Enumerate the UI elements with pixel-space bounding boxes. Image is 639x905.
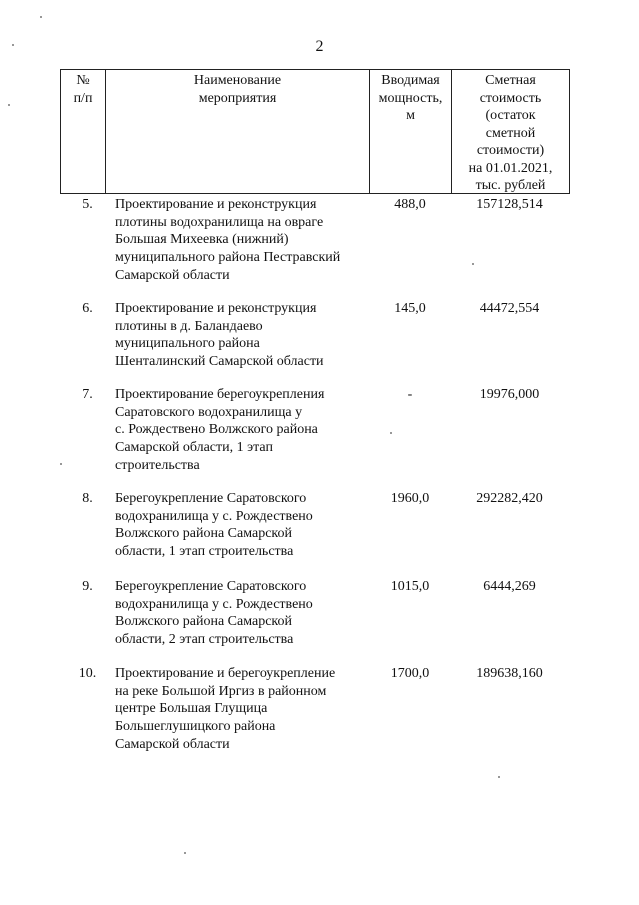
row-capacity: 488,0 xyxy=(394,197,426,212)
scan-speck xyxy=(12,44,14,46)
row-capacity: - xyxy=(407,387,413,402)
row-capacity: 1700,0 xyxy=(390,666,430,681)
row-cost: 6444,269 xyxy=(483,579,536,594)
page-number: 2 xyxy=(315,38,324,55)
row-capacity: 1960,0 xyxy=(390,491,430,506)
row-name: Берегоукрепление Саратовского водохранилища у с. Рождествено Волжского района Самарской области, 1 этап строительства xyxy=(115,491,313,560)
row-capacity: 1015,0 xyxy=(390,579,430,594)
scan-speck xyxy=(472,263,474,265)
scan-speck xyxy=(60,463,62,465)
row-number: 5. xyxy=(82,197,93,212)
row-name: Проектирование и реконструкция плотины в д. Баландаево муниципального района Шенталинский Самарской области xyxy=(115,301,324,370)
table-header xyxy=(60,69,570,194)
row-name: Проектирование берегоукрепления Саратовского водохранилища у с. Рождествено Волжского района Самарской области, 1 этап строительства xyxy=(115,387,325,473)
row-number: 10. xyxy=(78,666,97,681)
scan-speck xyxy=(40,16,42,18)
row-cost: 44472,554 xyxy=(479,301,540,316)
row-cost: 19976,000 xyxy=(479,387,540,402)
row-name: Проектирование и реконструкция плотины водохранилища на овраге Большая Михеевка (нижний) муниципального района Пестравский Самарской области xyxy=(115,197,341,283)
header-capacity: Вводимая мощность, м xyxy=(370,70,452,193)
header-cost: Сметная стоимость (остаток сметной стоимости) на 01.01.2021, тыс. рублей xyxy=(468,73,553,193)
row-number: 7. xyxy=(82,387,93,402)
header-number: № п/п xyxy=(61,70,106,193)
row-capacity: 145,0 xyxy=(394,301,426,316)
row-number: 8. xyxy=(82,491,93,506)
row-number: 6. xyxy=(82,301,93,316)
scan-speck xyxy=(184,852,186,854)
header-name: Наименование мероприятия xyxy=(106,70,370,193)
row-cost: 292282,420 xyxy=(476,491,543,506)
scan-speck xyxy=(498,776,500,778)
row-name: Берегоукрепление Саратовского водохранилища у с. Рождествено Волжского района Самарской области, 2 этап строительства xyxy=(115,579,313,648)
row-number: 9. xyxy=(82,579,93,594)
row-name: Проектирование и берегоукрепление на реке Большой Иргиз в районном центре Большая Глущица Большеглушицкого района Самарской области xyxy=(115,666,336,752)
row-cost: 157128,514 xyxy=(476,197,543,212)
row-cost: 189638,160 xyxy=(476,666,543,681)
scan-speck xyxy=(8,104,10,106)
scan-speck xyxy=(390,432,392,434)
